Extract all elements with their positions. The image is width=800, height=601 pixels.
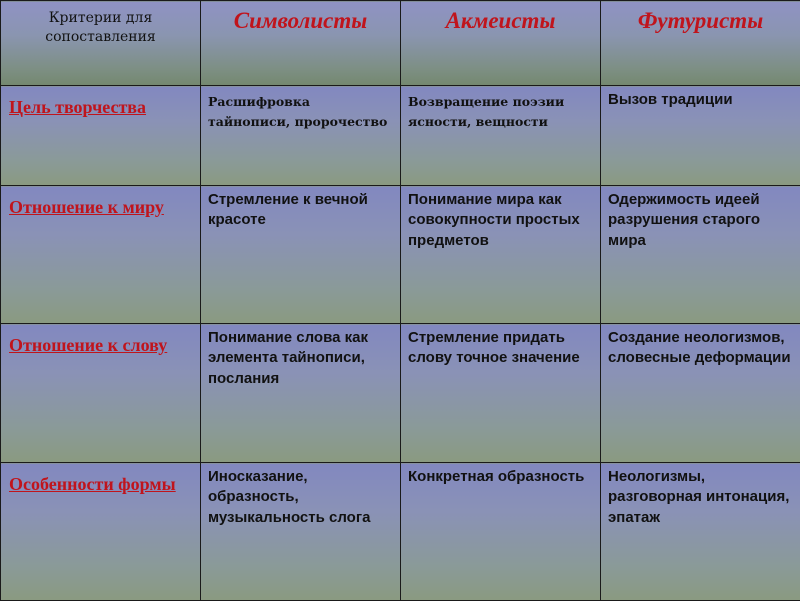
cell-text: Вызов традиции [601,86,800,110]
table-cell [201,324,401,463]
table-cell [601,463,800,601]
table-cell [601,186,800,324]
row-label-cell [1,186,201,324]
cell-text: Понимание слова как элемента тайнописи, послания [201,324,400,389]
table-cell [401,463,601,601]
row-label: Особенности формы [1,463,200,497]
row-label-cell [1,324,201,463]
row-label: Цель творчества [1,86,200,120]
table-row [1,86,800,186]
cell-text: Одержимость идеей разрушения старого мира [601,186,800,251]
table-cell [601,324,800,463]
table-cell [601,86,800,186]
cell-text: Создание неологизмов, словесные деформации [601,324,800,369]
cell-text: Иносказание, образность, музыкальность слога [201,463,400,528]
row-label-cell [1,86,201,186]
cell-text: Неологизмы, разговорная интонация, эпатаж [601,463,800,528]
group-header-symbolists: Символисты [201,1,400,34]
cell-text: Расшифровка тайнописи, пророчество [201,86,400,132]
table-row [1,324,800,463]
table-row [1,186,800,324]
row-label: Отношение к слову [1,324,200,358]
group-header-acmeists: Акмеисты [401,1,600,34]
group-header-cell [201,1,401,86]
criteria-header-cell [1,1,201,86]
table-row [1,463,800,601]
cell-text: Возвращение поэзии ясности, вещности [401,86,600,132]
table-cell [201,463,401,601]
cell-text: Стремление придать слову точное значение [401,324,600,369]
table-cell [401,86,601,186]
criteria-header: Критерии для сопоставления [1,1,200,47]
header-row [1,1,800,86]
table-cell [201,86,401,186]
cell-text: Стремление к вечной красоте [201,186,400,231]
group-header-cell [601,1,800,86]
row-label: Отношение к миру [1,186,200,220]
table-cell [401,324,601,463]
cell-text: Понимание мира как совокупности простых предметов [401,186,600,251]
table-cell [401,186,601,324]
group-header-futurists: Футуристы [601,1,800,34]
cell-text: Конкретная образность [401,463,600,487]
table-cell [201,186,401,324]
row-label-cell [1,463,201,601]
group-header-cell [401,1,601,86]
